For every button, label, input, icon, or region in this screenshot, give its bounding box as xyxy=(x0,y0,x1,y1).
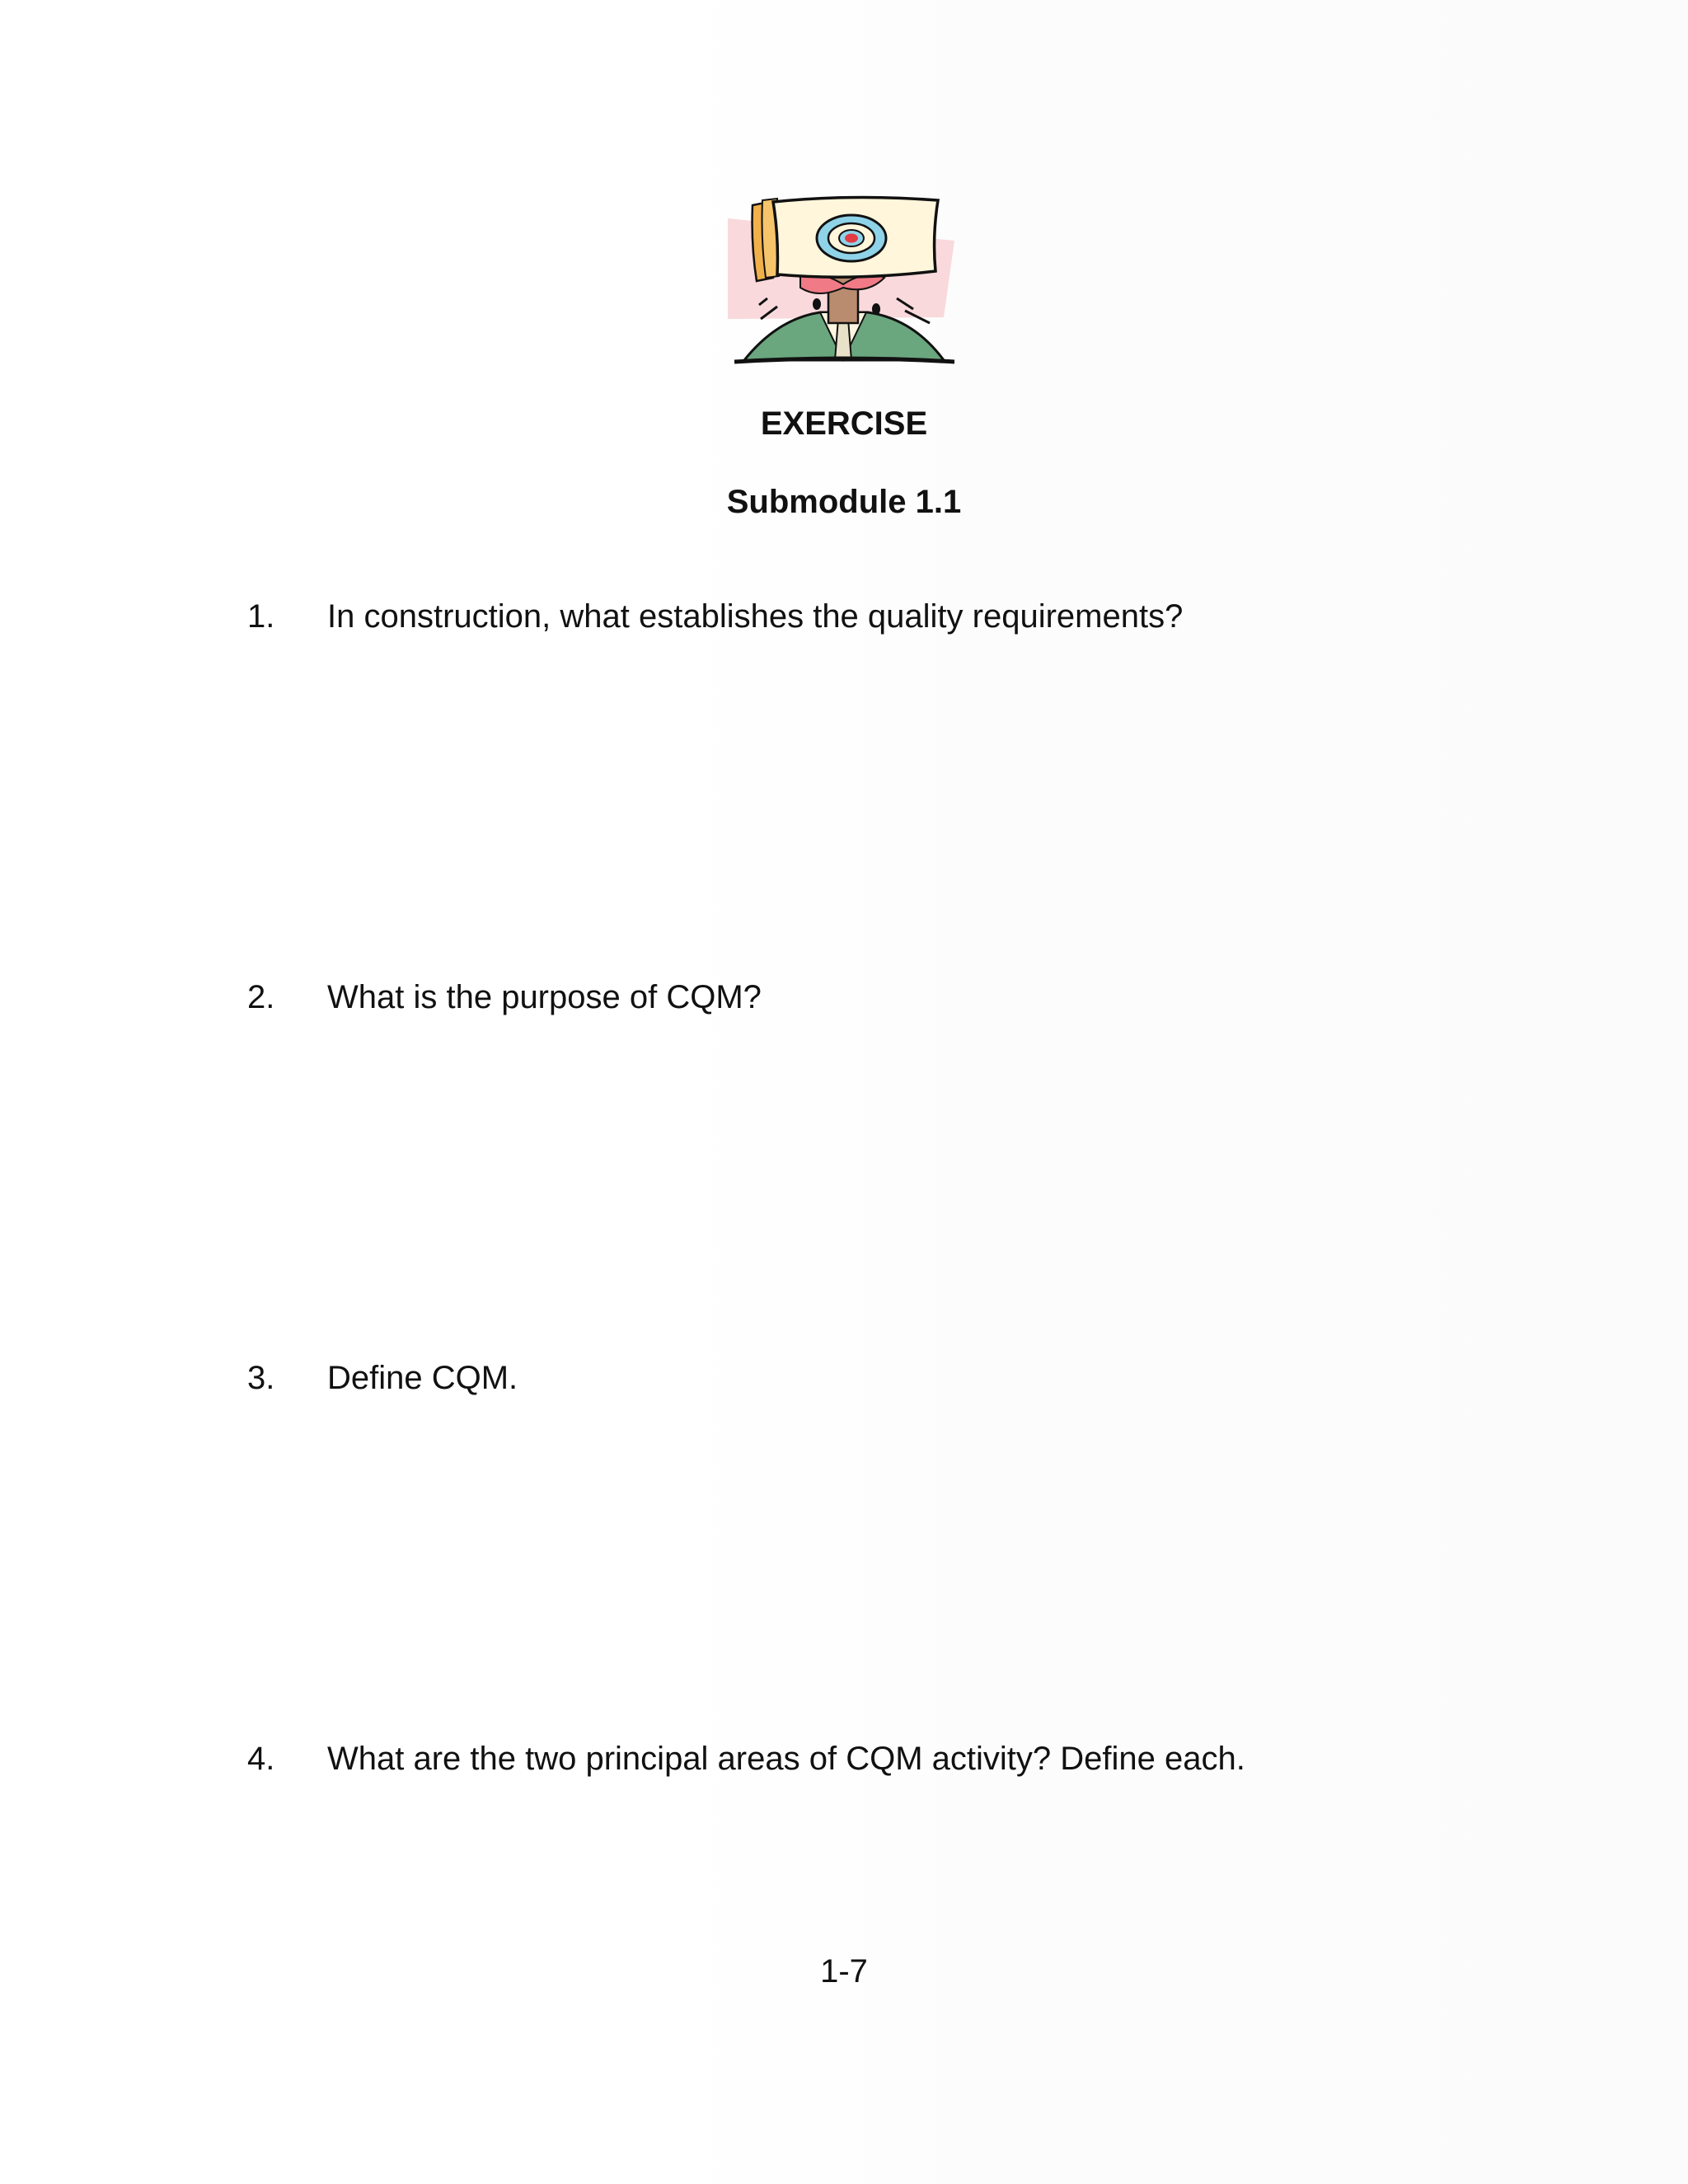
question-number: 2. xyxy=(247,979,275,1015)
question-number: 1. xyxy=(247,598,275,635)
question-text: What is the purpose of CQM? xyxy=(327,979,762,1015)
submodule-heading: Submodule 1.1 xyxy=(726,484,962,520)
question-number: 4. xyxy=(247,1741,275,1777)
question-number: 3. xyxy=(247,1360,275,1396)
exercise-heading: EXERCISE xyxy=(760,405,928,442)
question-text: Define CQM. xyxy=(327,1360,518,1396)
target-head-clipart-icon xyxy=(728,195,960,365)
page-number: 1-7 xyxy=(820,1953,868,1990)
question-text: What are the two principal areas of CQM activity? Define each. xyxy=(327,1741,1245,1777)
question-text: In construction, what establishes the quality requirements? xyxy=(327,598,1184,635)
